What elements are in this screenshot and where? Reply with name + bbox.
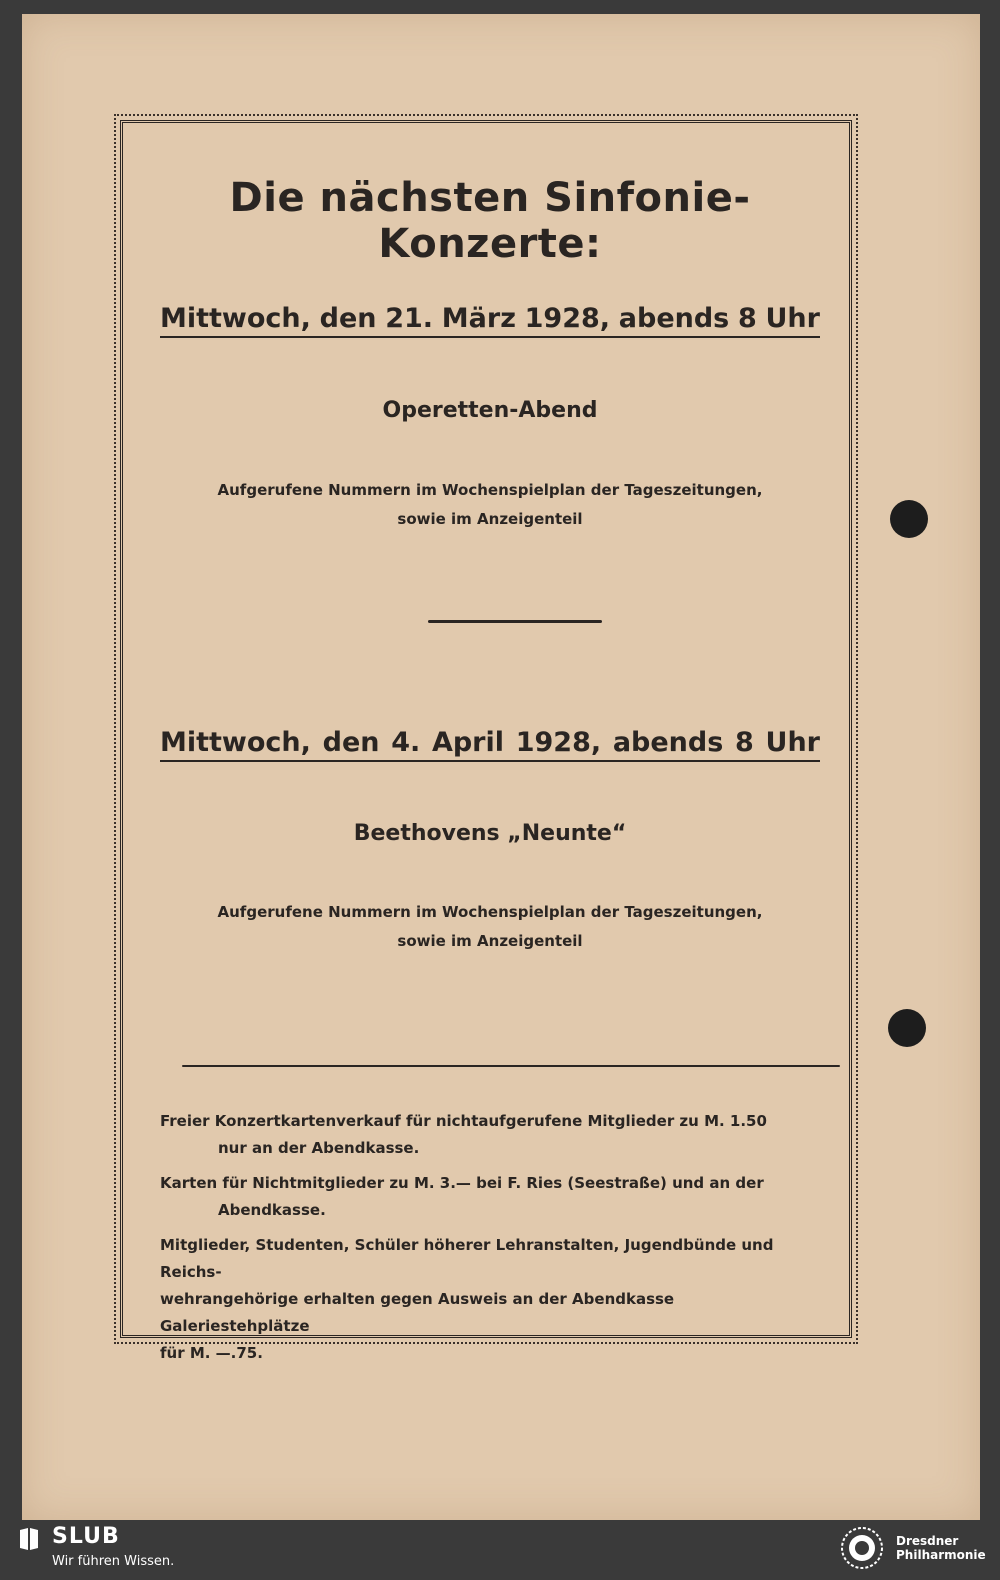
concert-1-note: Aufgerufene Nummern im Wochenspielplan der Tageszeitungen, sowie im Anzeigenteil: [217, 481, 763, 528]
section-divider: [428, 620, 602, 623]
ticket-info-nonmembers: Karten für Nichtmitglieder zu M. 3.— bei F. Ries (Seestraße) und an der Abendkasse.: [160, 1174, 764, 1219]
concert-1-date: Mittwoch, den 21. März 1928, abends 8 Uhr: [160, 303, 820, 338]
info-divider: [182, 1065, 840, 1067]
philharmonie-logo-text: Dresdner Philharmonie: [896, 1534, 986, 1562]
ticket-info-discounts: Mitglieder, Studenten, Schüler höherer Lehranstalten, Jugendbünde und Reichs- wehrangehörige erhalten gegen Ausweis an der Abendkasse Galeriestehplätze für M. —.75.: [160, 1236, 774, 1362]
concert-2-title: Beethovens „Neunte“: [353, 821, 627, 846]
concert-2-date: Mittwoch, den 4. April 1928, abends 8 Uhr: [160, 727, 820, 762]
book-icon: [18, 1526, 40, 1552]
philharmonie-logo-icon: [838, 1524, 886, 1572]
footer-bar: [0, 1520, 1000, 1580]
slub-tagline: Wir führen Wissen.: [52, 1554, 175, 1569]
concert-1-title: Operetten-Abend: [382, 398, 598, 423]
ticket-info: [160, 1108, 820, 1375]
slub-logo-text: SLUB: [52, 1524, 120, 1549]
punch-hole-bottom: [888, 1009, 926, 1047]
ticket-info-members: Freier Konzertkartenverkauf für nichtaufgerufene Mitglieder zu M. 1.50 nur an der Abendkasse.: [160, 1112, 767, 1157]
concert-2-note: Aufgerufene Nummern im Wochenspielplan der Tageszeitungen, sowie im Anzeigenteil: [217, 903, 763, 950]
document-heading: Die nächsten Sinfonie-Konzerte:: [229, 175, 751, 267]
punch-hole-top: [890, 500, 928, 538]
